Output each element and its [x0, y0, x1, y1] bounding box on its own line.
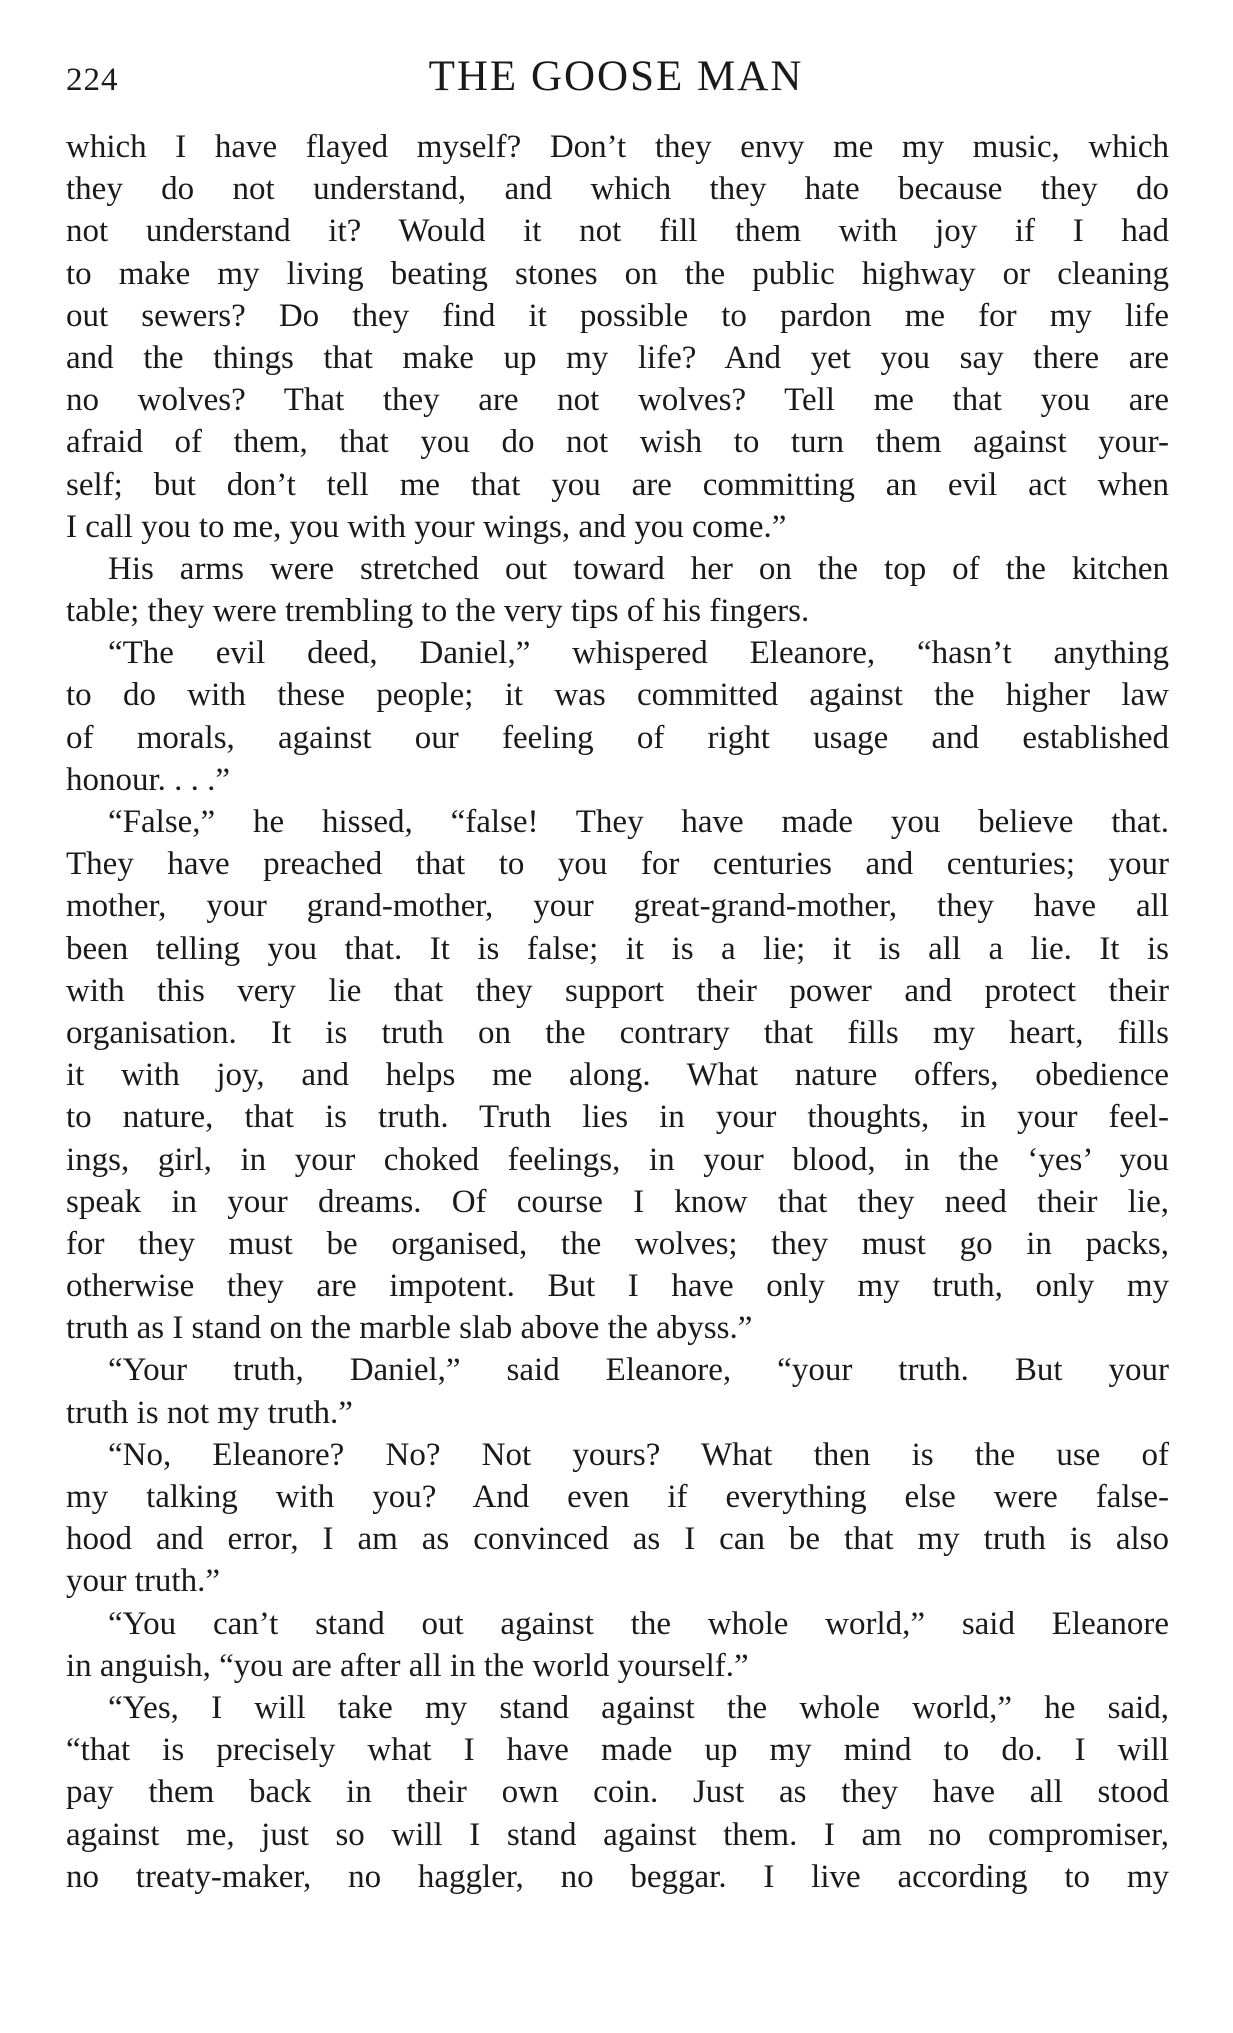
text-line: in anguish, “you are after all in the world yourself.” [66, 1647, 749, 1684]
text-line: organisation. It is truth on the contrary that fills my heart, fills [66, 1014, 1169, 1051]
text-line: self; but don’t tell me that you are committing an evil act when [66, 466, 1169, 503]
text-line: “The evil deed, Daniel,” whispered Eleanore, “hasn’t anything [108, 635, 1169, 672]
text-line: “No, Eleanore? No? Not yours? What then is the use of [108, 1436, 1169, 1473]
text-line: of morals, against our feeling of right usage and established [66, 719, 1169, 756]
text-line: your truth.” [66, 1563, 220, 1600]
text-line: been telling you that. It is false; it is a lie; it is all a lie. It is [66, 930, 1169, 967]
text-line: I call you to me, you with your wings, and you come.” [66, 508, 787, 545]
text-line: speak in your dreams. Of course I know that they need their lie, [66, 1183, 1169, 1220]
text-line: truth is not my truth.” [66, 1394, 353, 1431]
text-line: His arms were stretched out toward her on the top of the kitchen [108, 550, 1169, 587]
text-line: and the things that make up my life? And yet you say there are [66, 339, 1169, 376]
text-line: to nature, that is truth. Truth lies in your thoughts, in your feel- [66, 1099, 1169, 1136]
text-line: “Yes, I will take my stand against the whole world,” he said, [108, 1689, 1169, 1726]
text-line: table; they were trembling to the very tips of his fingers. [66, 593, 810, 630]
text-line: hood and error, I am as convinced as I can be that my truth is also [66, 1521, 1169, 1558]
running-head [66, 52, 1166, 112]
text-line: against me, just so will I stand against them. I am no compromiser, [66, 1816, 1169, 1853]
text-line: no wolves? That they are not wolves? Tell me that you are [66, 382, 1169, 419]
text-line: otherwise they are impotent. But I have only my truth, only my [66, 1268, 1169, 1305]
page-number: 224 [66, 62, 119, 98]
text-line: no treaty-maker, no haggler, no beggar. I live according to my [66, 1858, 1169, 1895]
text-line: mother, your grand-mother, your great-grand-mother, they have all [66, 888, 1169, 925]
text-line: for they must be organised, the wolves; they must go in packs, [66, 1225, 1169, 1262]
text-line: to make my living beating stones on the public highway or cleaning [66, 255, 1169, 292]
text-line: afraid of them, that you do not wish to turn them against your- [66, 424, 1169, 461]
running-title: THE GOOSE MAN [428, 53, 804, 100]
text-line: out sewers? Do they find it possible to pardon me for my life [66, 297, 1169, 334]
text-line: to do with these people; it was committed against the higher law [66, 677, 1169, 714]
text-line: “that is precisely what I have made up my mind to do. I will [66, 1732, 1169, 1769]
text-line: not understand it? Would it not fill them with joy if I had [66, 213, 1169, 250]
text-line: “False,” he hissed, “false! They have made you believe that. [108, 804, 1169, 840]
text-line: with this very lie that they support their power and protect their [66, 972, 1169, 1009]
text-line: ings, girl, in your choked feelings, in your blood, in the ‘yes’ you [66, 1141, 1169, 1178]
text-line: pay them back in their own coin. Just as they have all stood [66, 1774, 1169, 1811]
text-line: “Your truth, Daniel,” said Eleanore, “your truth. But your [108, 1352, 1169, 1389]
text-line: They have preached that to you for centuries and centuries; your [66, 846, 1169, 883]
body-text [66, 126, 1169, 1898]
text-line: truth as I stand on the marble slab above the abyss.” [66, 1310, 753, 1347]
text-line: my talking with you? And even if everything else were false- [66, 1479, 1169, 1515]
text-line: which I have flayed myself? Don’t they envy me my music, which [66, 129, 1169, 165]
text-line: honour. . . .” [66, 761, 231, 798]
text-line: “You can’t stand out against the whole world,” said Eleanore [108, 1605, 1169, 1642]
text-line: they do not understand, and which they hate because they do [66, 171, 1169, 208]
text-line: it with joy, and helps me along. What nature offers, obedience [66, 1057, 1169, 1094]
